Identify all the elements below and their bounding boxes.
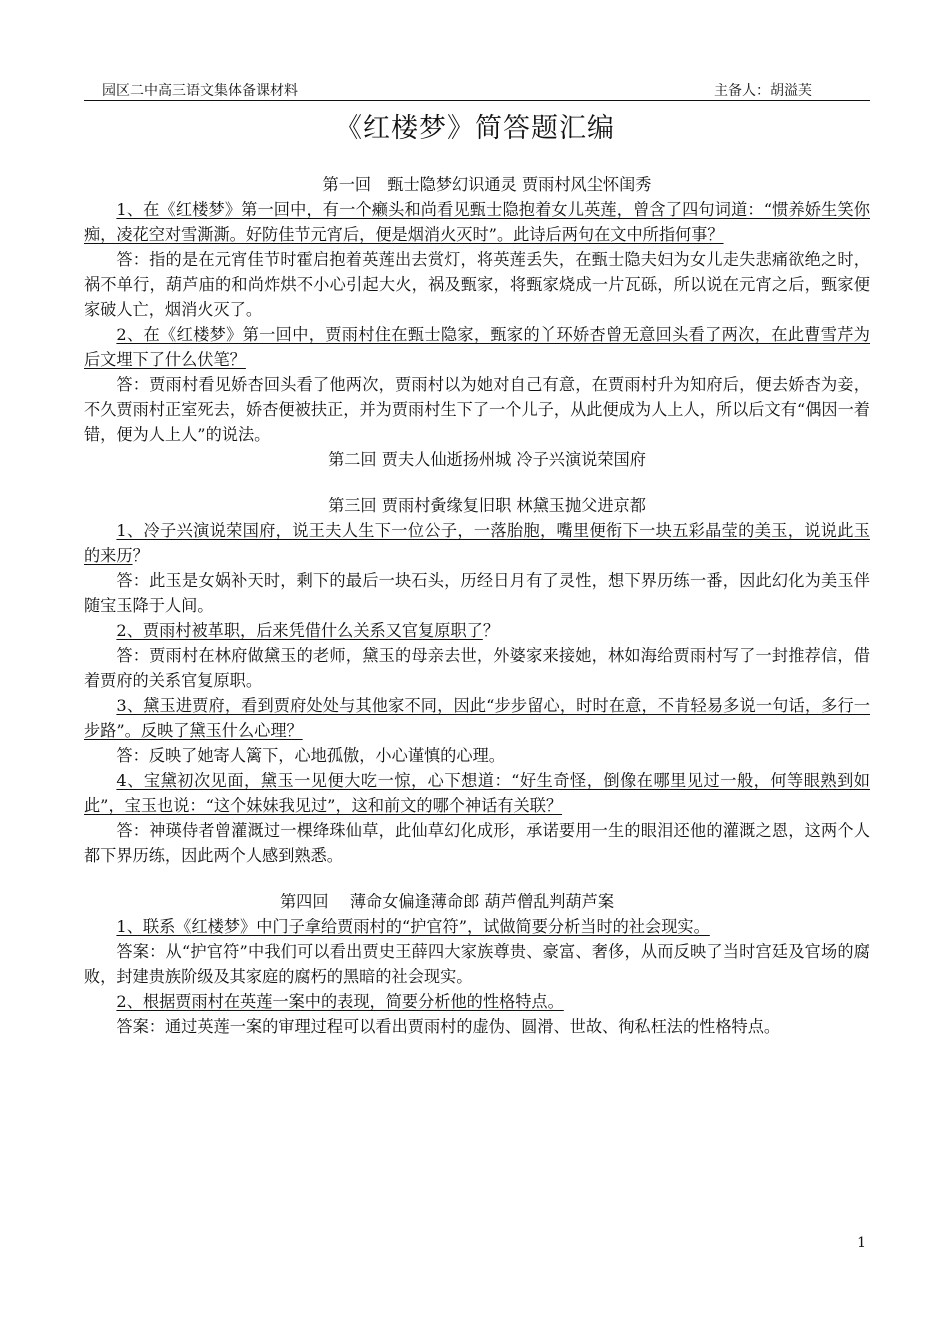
answer-paragraph: 答案：通过英莲一案的审理过程可以看出贾雨村的虚伪、圆滑、世故、徇私枉法的性格特点。 [116,1017,781,1036]
header-author-label: 主备人：胡溢芙 [714,83,812,99]
question-text: 3、黛玉进贾府，看到贾府处处与其他家不同，因此“步步留心，时时在意，不肯轻易多说一句话，多行一步路”。反映了黛玉什么心理？ [84,696,870,740]
answer-paragraph: 答：贾雨村看见娇杏回头看了他两次，贾雨村以为她对自己有意，在贾雨村升为知府后，便去娇杏为妾，不久贾雨村正室死去，娇杏便被扶正，并为贾雨村生下了一个儿子，从此便成为人上人，所以后文有“偶因一着错，便为人上人”的说法。 [84,375,870,444]
question-mark: ？ [132,546,149,565]
question-text: 4、宝黛初次见面，黛玉一见便大吃一惊，心下想道：“好生奇怪，倒像在哪里见过一般，何等眼熟到如此”，宝玉也说：“这个妹妹我见过”，这和前文的哪个神话有关联？ [84,771,870,815]
answer-paragraph: 答：贾雨村在林府做黛玉的老师，黛玉的母亲去世，外婆家来接她，林如海给贾雨村写了一封推荐信，借着贾府的关系官复原职。 [84,646,870,690]
chapter-1-heading: 第一回 甄士隐梦幻识通灵 贾雨村风尘怀闺秀 [322,175,652,194]
answer-paragraph: 答：此玉是女娲补天时，剩下的最后一块石头，历经日月有了灵性，想下界历练一番，因此幻化为美玉伴随宝玉降于人间。 [84,571,870,615]
question-paragraph [84,989,870,1014]
question-paragraph [84,197,870,247]
question-paragraph [84,618,870,643]
question-text: 2、在《红楼梦》第一回中，贾雨村住在甄士隐家，甄家的丫环娇杏曾无意回头看了两次，在此曹雪芹为后文埋下了什么伏笔？ [84,325,870,369]
spacer [84,472,870,493]
chapter-4-heading: 第四回 薄命女偏逢薄命郎 葫芦僧乱判葫芦案 [279,892,615,911]
header-course-label: 园区二中高三语文集体备课材料 [102,83,298,99]
answer-paragraph: 答：反映了她寄人篱下，心地孤傲，小心谨慎的心理。 [116,746,505,765]
question-paragraph [84,768,870,818]
question-text: 2、贾雨村被革职，后来凭借什么关系又官复原职了 [116,621,483,640]
question-text: 1、冷子兴演说荣国府，说王夫人生下一位公子，一落胎胞，嘴里便衔下一块五彩晶莹的美玉，说说此玉的来历 [84,521,870,565]
question-text: 2、根据贾雨村在英莲一案中的表现，简要分析他的性格特点。 [116,992,564,1011]
question-paragraph [84,518,870,568]
answer-paragraph: 答：指的是在元宵佳节时霍启抱着英莲出去赏灯，将英莲丢失，在甄士隐夫妇为女儿走失悲痛欲绝之时，祸不单行，葫芦庙的和尚炸烘不小心引起大火，祸及甄家，将甄家烧成一片瓦砾，所以说在元宵之后，甄家便家破人亡，烟消火灭了。 [84,250,870,319]
document-title: 《红楼梦》简答题汇编 [335,113,615,144]
question-paragraph [84,693,870,743]
page-number: 1 [857,1235,866,1251]
question-text: 1、联系《红楼梦》中门子拿给贾雨村的“护官符”，试做简要分析当时的社会现实。 [116,917,710,936]
question-mark: ？ [482,621,500,640]
answer-paragraph: 答：神瑛侍者曾灌溉过一棵绛珠仙草，此仙草幻化成形，承诺要用一生的眼泪还他的灌溉之恩，这两个人都下界历练，因此两个人感到熟悉。 [84,821,870,865]
question-paragraph [84,914,870,939]
answer-paragraph: 答案：从“护官符”中我们可以看出贾史王薛四大家族尊贵、豪富、奢侈，从而反映了当时宫廷及官场的腐败，封建贵族阶级及其家庭的腐朽的黑暗的社会现实。 [84,942,870,986]
page-header [84,80,870,100]
question-text: 1、在《红楼梦》第一回中，有一个癞头和尚看见甄士隐抱着女儿英莲，曾含了四句词道：“惯养娇生笑你痴，凌花空对雪澌澌。好防佳节元宵后，便是烟消火灭时”。此诗后两句在文中所指何事？ [84,200,870,244]
header-divider [84,100,870,101]
chapter-3-heading: 第三回 贾雨村夤缘复旧职 林黛玉抛父进京都 [328,496,646,515]
question-paragraph [84,322,870,372]
spacer [84,868,870,889]
chapter-2-heading: 第二回 贾夫人仙逝扬州城 冷子兴演说荣国府 [328,450,646,469]
document-body [84,172,870,1039]
